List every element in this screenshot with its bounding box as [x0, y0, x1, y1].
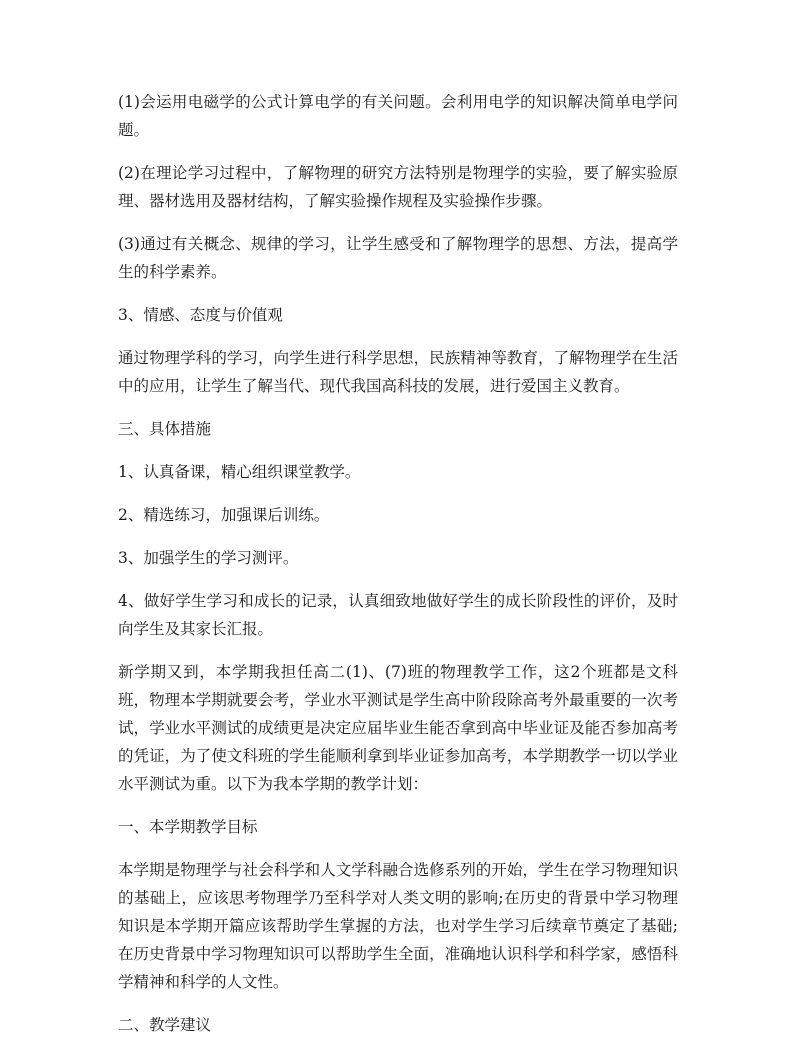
section-heading: 二、教学建议 [118, 1016, 212, 1034]
list-item: 2、精选练习，加强课后训练。 [118, 506, 330, 524]
paragraph: (2)在理论学习过程中，了解物理的研究方法特别是物理学的实验，要了解实验原理、器材选用及器材结构，了解实验操作规程及实验操作步骤。 [118, 164, 678, 210]
paragraph: 通过物理学科的学习，向学生进行科学思想，民族精神等教育，了解物理学在生活中的应用，让学生了解当代、现代我国高科技的发展，进行爱国主义教育。 [118, 349, 678, 395]
list-item: 3、加强学生的学习测评。 [118, 549, 299, 567]
paragraph: 新学期又到，本学期我担任高二(1)、(7)班的物理教学工作，这2个班都是文科班，物理本学期就要会考，学业水平测试是学生高中阶段除高考外最重要的一次考试，学业水平测试的成绩更是决定应届毕业生能否拿到高中毕业证及能否参加高考的凭证，为了使文科班的学生能顺利拿到毕业证参加高考，本学期教学一切以学业水平测试为重。以下为我本学期的教学计划： [118, 663, 678, 793]
paragraph: 本学期是物理学与社会科学和人文学科融合选修系列的开始，学生在学习物理知识的基础上，应该思考物理学乃至科学对人类文明的影响;在历史的背景中学习物理知识是本学期开篇应该帮助学生掌握的方法，也对学生学习后续章节奠定了基础;在历史背景中学习物理知识可以帮助学生全面，准确地认识科学和科学家，感悟科学精神和科学的人文性。 [118, 861, 678, 991]
list-item: 1、认真备课，精心组织课堂教学。 [118, 463, 361, 481]
section-heading: 一、本学期教学目标 [118, 818, 258, 836]
section-heading: 3、情感、态度与价值观 [118, 306, 283, 324]
list-item: 4、做好学生学习和成长的记录，认真细致地做好学生的成长阶段性的评价，及时向学生及其家长汇报。 [118, 592, 678, 638]
paragraph: (3)通过有关概念、规律的学习，让学生感受和了解物理学的思想、方法，提高学生的科学素养。 [118, 235, 678, 281]
document-page [118, 88, 678, 1054]
section-heading: 三、具体措施 [118, 420, 212, 438]
paragraph: (1)会运用电磁学的公式计算电学的有关问题。会利用电学的知识解决简单电学问题。 [118, 93, 678, 139]
